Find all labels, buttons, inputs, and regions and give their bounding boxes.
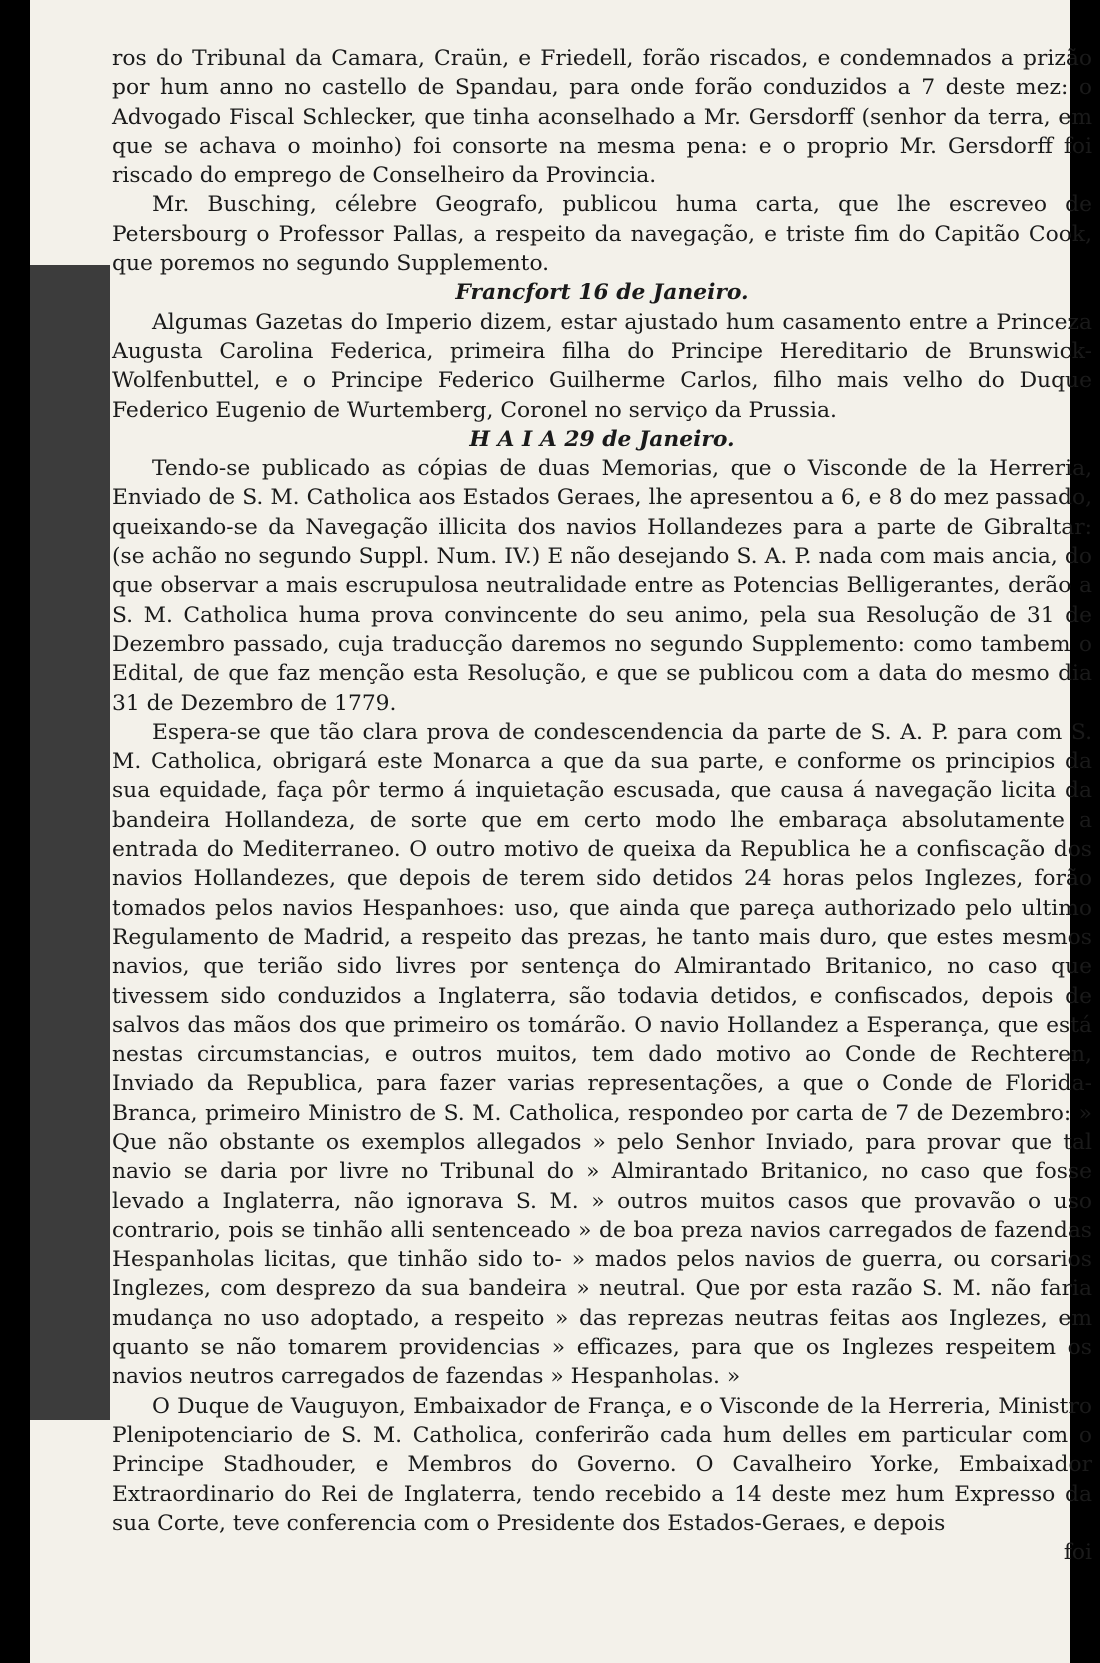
newspaper-page <box>30 0 1092 1663</box>
dateline-haia: H A I A 29 de Janeiro. <box>469 426 735 452</box>
paragraph-memorias: Tendo-se publicado as cópias de duas Memorias, que o Visconde de la Herreria, Enviado de S. M. Catholica aos Estados Geraes, lhe apresentou a 6, e 8 do mez passado, queixando-se da Navegação illicita dos navios Hollandezes para a parte de Gibraltar: (se achão no segundo Suppl. Num. IV.) E não desejando S. A. P. nada com mais ancia, do que observar a mais escrupulosa neutralidade entre as Potencias Belligerantes, derão a S. M. Catholica huma prova convincente do seu animo, pela sua Resolução de 31 de Dezembro passado, cuja traducção daremos no segundo Supplemento: como tambem o Edital, de que faz menção esta Resolução, e que se publicou com a data do mesmo dia 31 de Dezembro de 1779. <box>112 456 1092 716</box>
catchword: foi <box>1063 1540 1092 1566</box>
paragraph-berlin-continued: ros do Tribunal da Camara, Craün, e Friedell, forão riscados, e condemnados a prizão por hum anno no castello de Spandau, para onde forão conduzidos a 7 deste mez: o Advogado Fiscal Schlecker, que tinha aconselhado a Mr. Gersdorff (senhor da terra, em que se achava o moinho) foi consorte na mesma pena: e o proprio Mr. Gersdorff foi riscado do emprego de Conselheiro da Provincia. <box>112 46 1092 189</box>
paragraph-embaixadores: O Duque de Vauguyon, Embaixador de França, e o Visconde de la Herreria, Ministro Plenipotenciario de S. M. Catholica, conferirão cada hum delles em particular com o Principe Stadhouder, e Membros do Governo. O Cavalheiro Yorke, Embaixador Extraordinario do Rei de Inglaterra, tendo recebido a 14 deste mez hum Expresso da sua Corte, teve conferencia com o Presidente dos Estados-Geraes, e depois <box>112 1393 1092 1536</box>
dateline-francfort: Francfort 16 de Janeiro. <box>455 280 749 306</box>
article-body <box>112 44 1092 1567</box>
scan-edge-shadow <box>30 265 110 1420</box>
paragraph-condescendencia: Espera-se que tão clara prova de condescendencia da parte de S. A. P. para com S. M. Catholica, obrigará este Monarca a que da sua parte, e conforme os principios da sua equidade, faça pôr termo á inquietação escusada, que causa á navegação licita da bandeira Hollandeza, de sorte que em certo modo lhe embaraça absolutamente a entrada do Mediterraneo. O outro motivo de queixa da Republica he a confiscação dos navios Hollandezes, que depois de terem sido detidos 24 horas pelos Inglezes, forão tomados pelos navios Hespanhoes: uso, que ainda que pareça authorizado pelo ultimo Regulamento de Madrid, a respeito das prezas, he tanto mais duro, que estes mesmos navios, que terião sido livres por sentença do Almirantado Britanico, no caso que tivessem sido conduzidos a Inglaterra, são todavia detidos, e confiscados, depois de salvos das mãos dos que primeiro os tomárão. O navio Hollandez a Esperança, que está nestas circumstancias, e outros muitos, tem dado motivo ao Conde de Rechteren, Inviado da Republica, para fazer varias representações, a que o Conde de Florida-Branca, primeiro Ministro de S. M. Catholica, respondeo por carta de 7 de Dezembro: » Que não obstante os exemplos allegados » pelo Senhor Inviado, para provar que tal navio se daria por livre no Tribunal do » Almirantado Britanico, no caso que fosse levado a Inglaterra, não ignorava S. M. » outros muitos casos que provavão o uso contrario, pois se tinhão alli sentenceado » de boa preza navios carregados de fazendas Hespanholas licitas, que tinhão sido to- » mados pelos navios de guerra, ou corsarios Inglezes, com desprezo da sua bandeira » neutral. Que por esta razão S. M. não faria mudança no uso adoptado, a respeito » das reprezas neutras feitas aos Inglezes, em quanto se não tomarem providencias » efficazes, para que os Inglezes respeitem os navios neutros carregados de fazendas » Hespanholas. » <box>112 719 1092 1390</box>
paragraph-busching: Mr. Busching, célebre Geografo, publicou huma carta, que lhe escreveo de Petersbourg o Professor Pallas, a respeito da navegação, e triste fim do Capitão Cook, que poremos no segundo Supplemento. <box>112 192 1092 277</box>
paragraph-marriage: Algumas Gazetas do Imperio dizem, estar ajustado hum casamento entre a Princeza Augusta Carolina Federica, primeira filha do Principe Hereditario de Brunswick-Wolfenbuttel, e o Principe Federico Guilherme Carlos, filho mais velho do Duque Federico Eugenio de Wurtemberg, Coronel no serviço da Prussia. <box>112 309 1092 423</box>
